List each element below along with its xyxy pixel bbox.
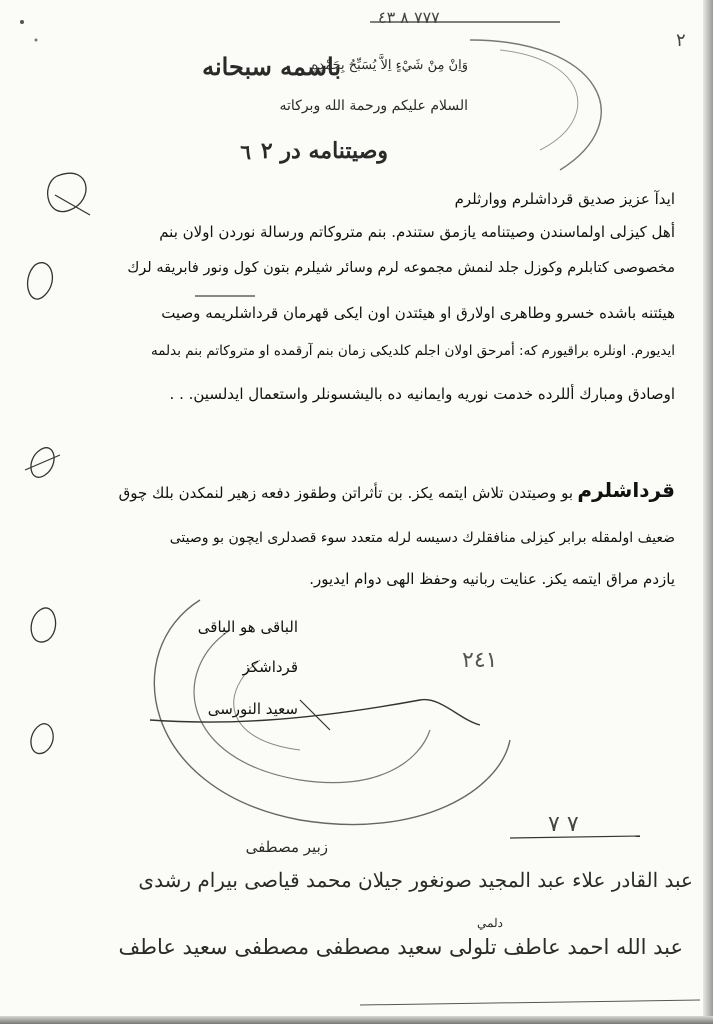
margin-loop-5 xyxy=(31,724,53,754)
margin-loop-2 xyxy=(28,263,53,299)
header-arc xyxy=(470,40,601,170)
paragraph-1-line-3: مخصوصى كتابلرم وكوزل جلد لنمش مجموعه لرم وسائر شيلرم بتون كول ونور فابريقه لرك xyxy=(127,260,675,276)
witness-row-2-upper: دلمي xyxy=(477,916,503,930)
witness-upper-names: زبير مصطفى xyxy=(245,838,328,856)
corner-mark: ٢ xyxy=(676,30,686,51)
witness-row-2: عبد الله احمد عاطف تلولى سعيد مصطفى مصطفى سعيد عاطف xyxy=(118,935,683,959)
signature-flourish xyxy=(150,700,480,725)
paragraph-1-line-5: ايديورم. اونلره براقيورم كه: أمرحق اولان اجلم كلديكى زمان بنم آرقمده او متروكاتم بنم بدلمه xyxy=(151,343,675,359)
title-verse: وَاِنْ مِنْ شَيْءٍ اِلاَّ يُسَبِّحُ بِحَمْدِهِ xyxy=(311,58,468,73)
witness-row-1: عبد القادر علاء عبد المجيد صونغور جيلان محمد قياصى بيرام رشدى xyxy=(138,868,693,892)
paragraph-1-line-2: أهل كيزلى اولماسندن وصيتنامه يازمق ستندم. بنم متروكاتم ورسالة نوردن اولان بنم xyxy=(159,223,675,241)
margin-loop-4 xyxy=(31,608,55,642)
paragraph-2-line-2: ضعيف اولمقله برابر كيزلى منافقلرك دسيسه لرله متعدد سوء قصدلرى ايچون بو وصيتى xyxy=(169,530,675,546)
paragraph-1-line-6: اوصادق ومبارك أللرده خدمت نوريه وايمانيه ده باليشسونلر واستعمال ايدلسين. . . xyxy=(169,385,675,403)
paragraph-1-line-1: ايدآ عزيز صديق قرداشلرم ووارثلرم xyxy=(454,190,675,208)
top-reference-number: ٧٧٧ ٨ ٤٣ xyxy=(378,8,440,27)
signature-line-3: سعيد النورسى xyxy=(207,700,298,718)
heading: وصيتنامه در ٢ xyxy=(260,138,388,164)
heading-number: ٦ xyxy=(240,140,251,164)
page-edge-right xyxy=(703,0,713,1024)
paragraph-2-lead: قرداشلرم xyxy=(577,478,675,502)
witness-mark: ٧ ٧ xyxy=(548,812,579,837)
salutation: السلام عليكم ورحمة الله وبركاته xyxy=(279,98,468,114)
margin-loop-1 xyxy=(48,173,86,211)
page-edge-bottom xyxy=(0,1016,713,1024)
paragraph-2-line-3: يازدم مراق ايتمه يكز. عنايت ربانيه وحفظ الهى دوام ايديور. xyxy=(309,570,675,588)
signature-line-1: الباقى هو الباقى xyxy=(197,618,298,636)
page-number-annotation: ٢٤١ xyxy=(462,648,498,673)
paragraph-2-line-1: بو وصيتدن تلاش ايتمه يكز. بن تأثراتن وطقوز دفعه زهير لنمكدن بلك چوق xyxy=(118,484,573,502)
signature-line-2: قرداشكز xyxy=(242,658,298,676)
paragraph-1-line-4: هيئتنه باشده خسرو وطاهرى اولارق او هيئتدن اون ايكى قهرمان قرداشلريمه وصيت xyxy=(161,304,675,322)
title-basmala: باسمه سبحانه xyxy=(202,52,341,81)
